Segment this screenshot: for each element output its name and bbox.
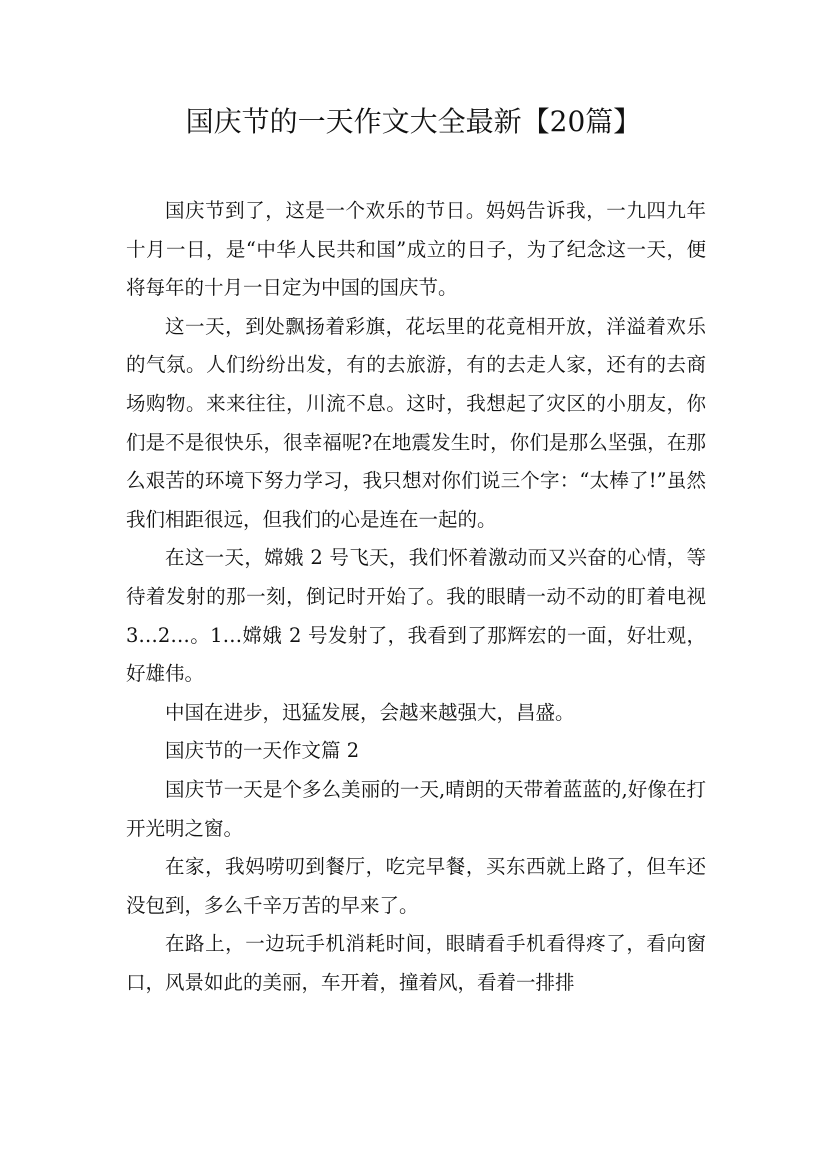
- section-heading-2: 国庆节的一天作文篇 2: [165, 739, 360, 763]
- paragraph-5: 国庆节一天是个多么美丽的一天,晴朗的天带着蓝蓝的,好像在打开光明之窗。: [126, 777, 706, 840]
- document-title: 国庆节的一天作文大全最新【20篇】: [185, 105, 642, 138]
- paragraph-2: 这一天，到处飘扬着彩旗，花坛里的花竟相开放，洋溢着欢乐的气氛。人们纷纷出发，有的去旅游，有的去走人家，还有的去商场购物。来来往往，川流不息。这时，我想起了灾区的小朋友，你们是不是很快乐，很幸福呢?在地震发生时，你们是那么坚强，在那么艰苦的环境下努力学习，我只想对你们说三个字：“太棒了!”虽然我们相距很远，但我们的心是连在一起的。: [126, 314, 706, 531]
- paragraph-1: 国庆节到了，这是一个欢乐的节日。妈妈告诉我，一九四九年十月一日，是“中华人民共和国”成立的日子，为了纪念这一天，便将每年的十月一日定为中国的国庆节。: [126, 199, 706, 300]
- paragraph-7: 在路上，一边玩手机消耗时间，眼睛看手机看得疼了，看向窗口，风景如此的美丽，车开着，撞着风，看着一排排: [126, 932, 706, 994]
- paragraph-3: 在这一天，嫦娥 2 号飞天，我们怀着激动而又兴奋的心情，等待着发射的那一刻，倒记时开始了。我的眼睛一动不动的盯着电视 3…2…。1…嫦娥 2 号发射了，我看到了那辉宏的一面，好壮观，好雄伟。: [126, 546, 706, 686]
- paragraph-4: 中国在进步，迅猛发展，会越来越强大，昌盛。: [165, 700, 575, 724]
- paragraph-6: 在家，我妈唠叨到餐厅，吃完早餐，买东西就上路了，但车还没包到，多么千辛万苦的早来了。: [126, 855, 706, 917]
- document-body: [126, 192, 706, 1002]
